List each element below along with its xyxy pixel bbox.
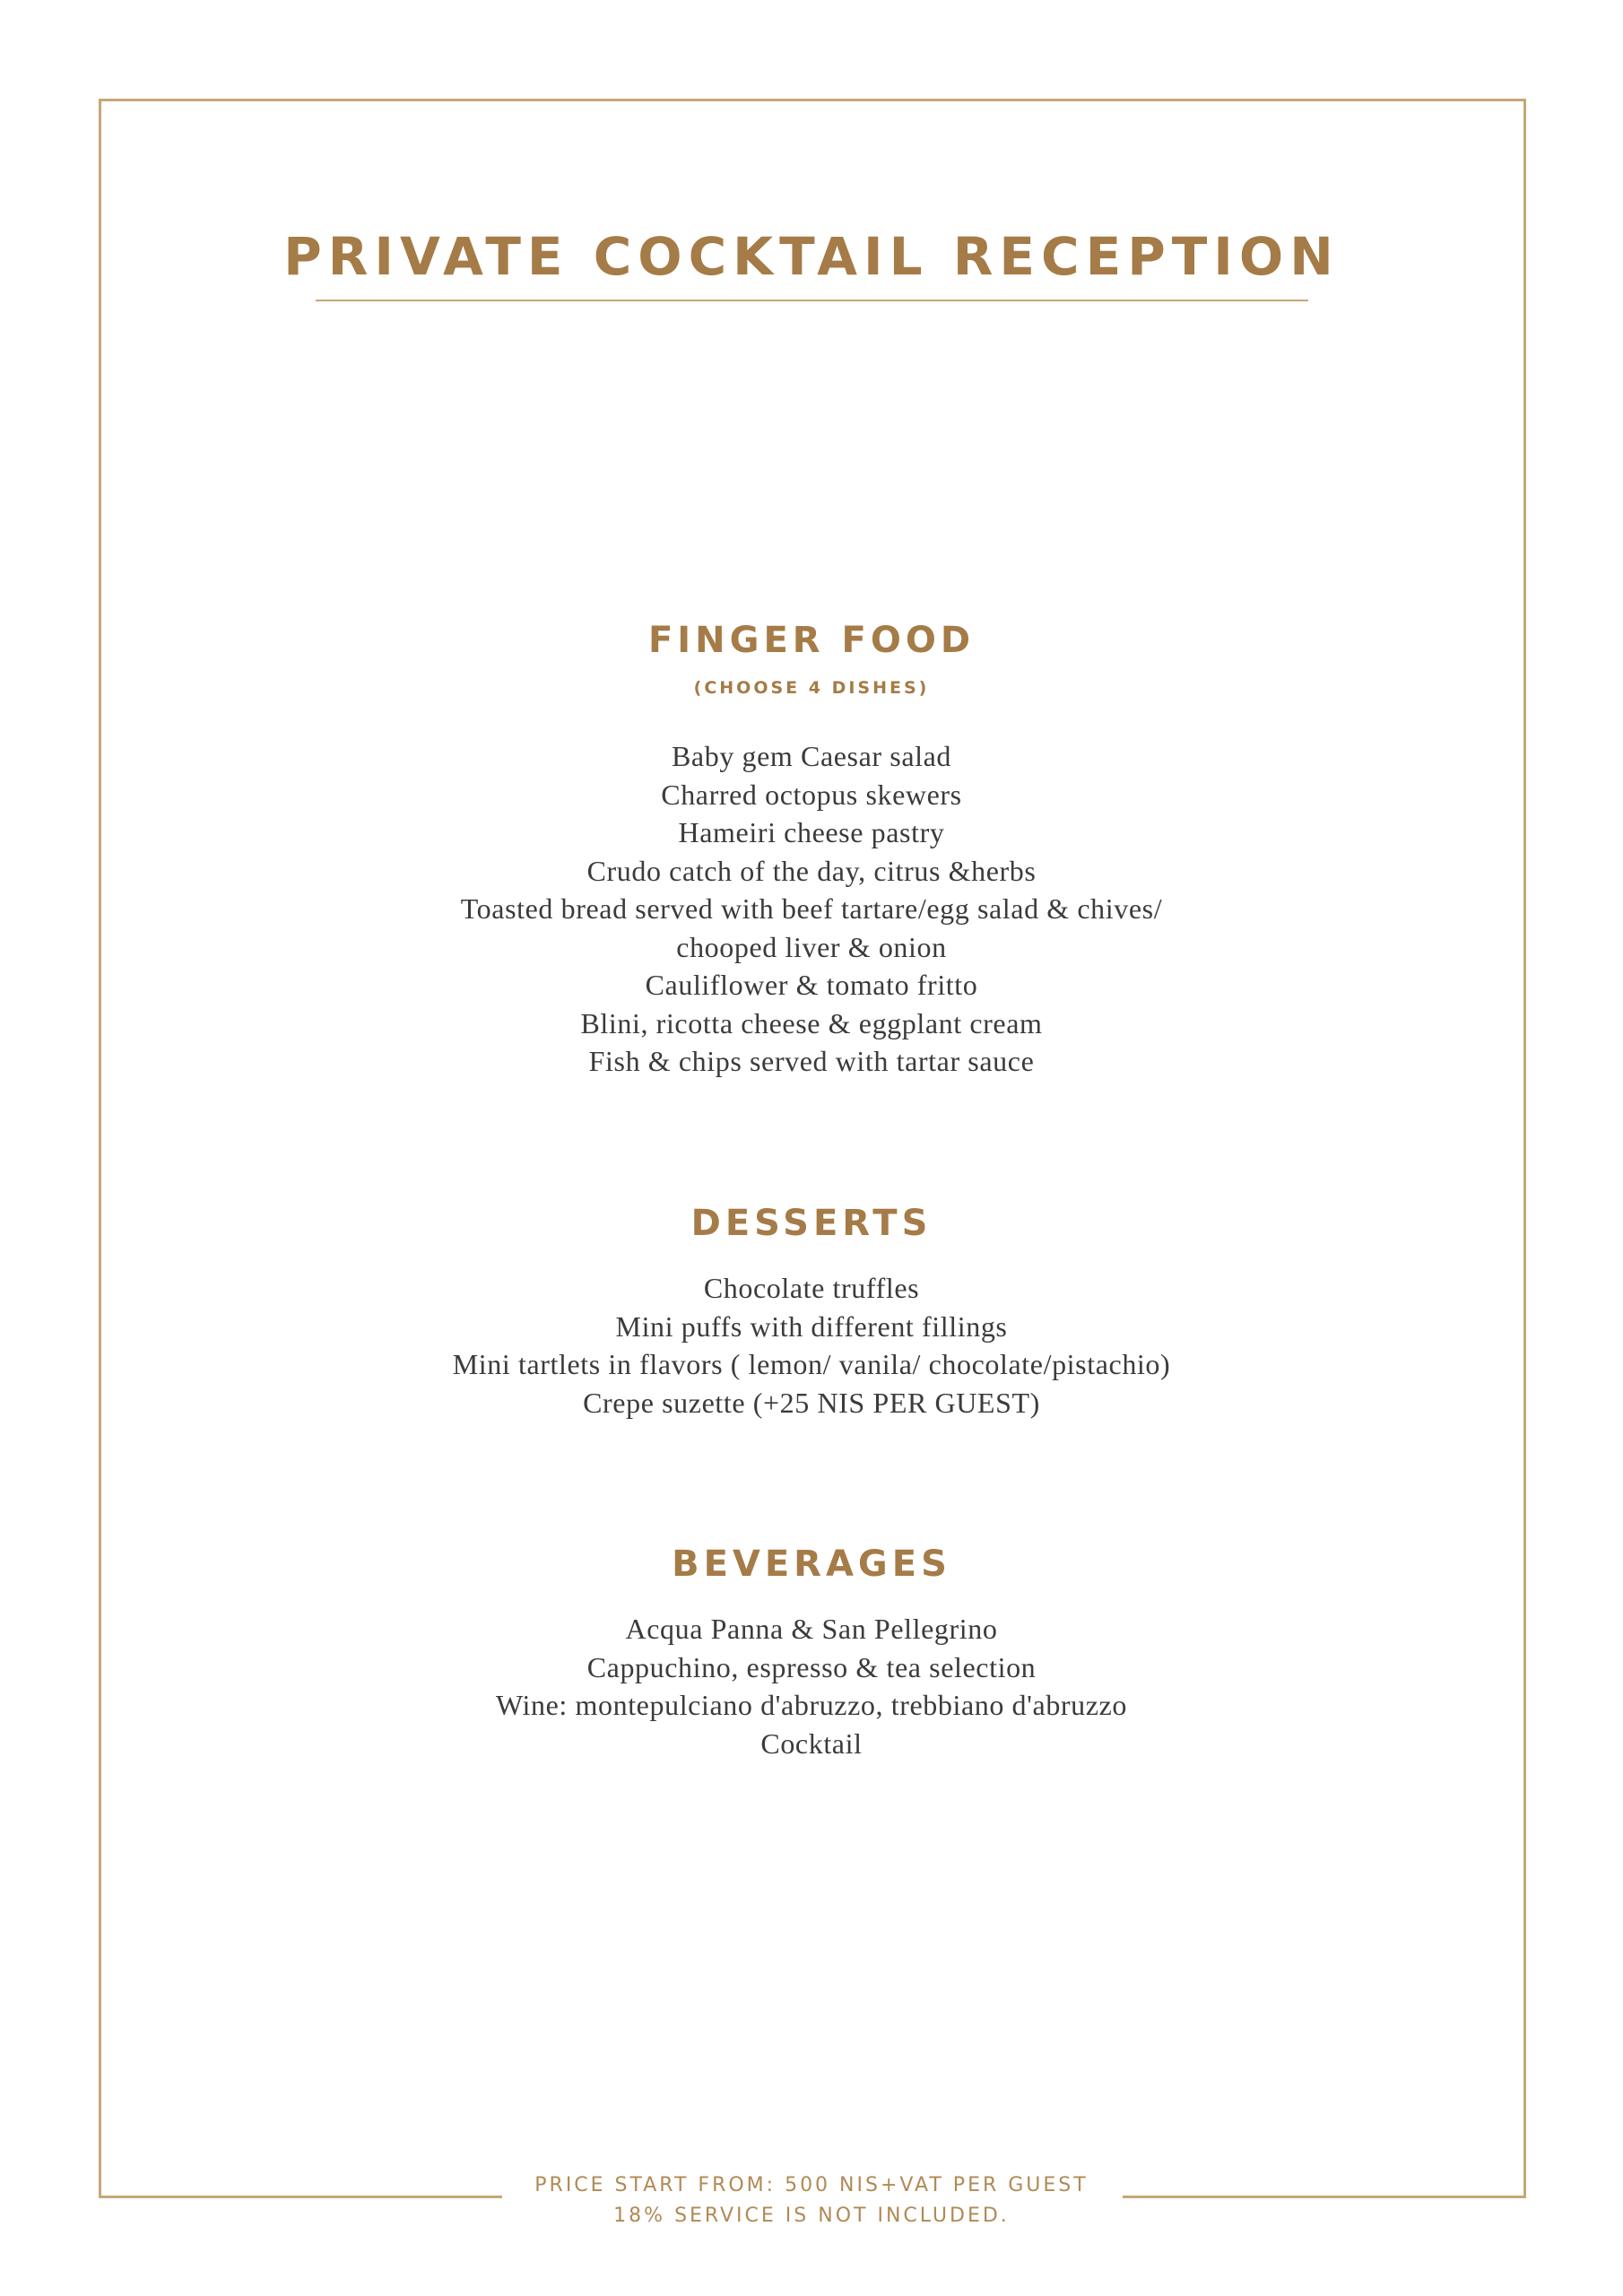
frame-border-right: [1523, 99, 1526, 2198]
list-item: Acqua Panna & San Pellegrino: [625, 1613, 998, 1645]
list-item: Baby gem Caesar salad: [671, 740, 952, 772]
list-item: Chocolate truffles: [703, 1272, 920, 1304]
desserts-list: [0, 1269, 1623, 1422]
finger-food-subheading: (CHOOSE 4 DISHES): [693, 678, 930, 698]
beverages-heading: BEVERAGES: [672, 1544, 951, 1585]
page-title: PRIVATE COCKTAIL RECEPTION: [283, 226, 1340, 287]
list-item: Cappuchino, espresso & tea selection: [586, 1650, 1037, 1683]
beverages-list: [0, 1610, 1623, 1762]
list-item: Cauliflower & tomato fritto: [645, 969, 978, 1001]
finger-food-list: [0, 737, 1623, 1081]
list-item: Toasted bread served with beef tartare/egg salad & chives/: [460, 892, 1163, 925]
list-item: Charred octopus skewers: [661, 778, 962, 811]
list-item: chooped liver & onion: [676, 930, 947, 963]
list-item: Wine: montepulciano d'abruzzo, trebbiano d'abruzzo: [496, 1689, 1127, 1721]
finger-food-heading: FINGER FOOD: [647, 620, 976, 661]
frame-border-top: [99, 99, 1526, 101]
list-item: Fish & chips served with tartar sauce: [588, 1045, 1035, 1077]
list-item: Hameiri cheese pastry: [678, 816, 945, 848]
list-item: Cocktail: [760, 1726, 863, 1760]
list-item: Crudo catch of the day, citrus &herbs: [586, 854, 1037, 887]
title-underline: [316, 300, 1308, 301]
price-note: PRICE START FROM: 500 NIS+VAT PER GUEST: [534, 2174, 1089, 2196]
list-item: Crepe suzette (+25 NIS PER GUEST): [583, 1386, 1040, 1419]
frame-border-left: [99, 99, 101, 2198]
list-item: Mini puffs with different fillings: [615, 1309, 1008, 1343]
desserts-heading: DESSERTS: [690, 1203, 933, 1244]
list-item: Blini, ricotta cheese & eggplant cream: [580, 1006, 1043, 1039]
list-item: Mini tartlets in flavors ( lemon/ vanila/ chocolate/pistachio): [452, 1348, 1171, 1380]
service-note: 18% SERVICE IS NOT INCLUDED.: [613, 2205, 1010, 2227]
